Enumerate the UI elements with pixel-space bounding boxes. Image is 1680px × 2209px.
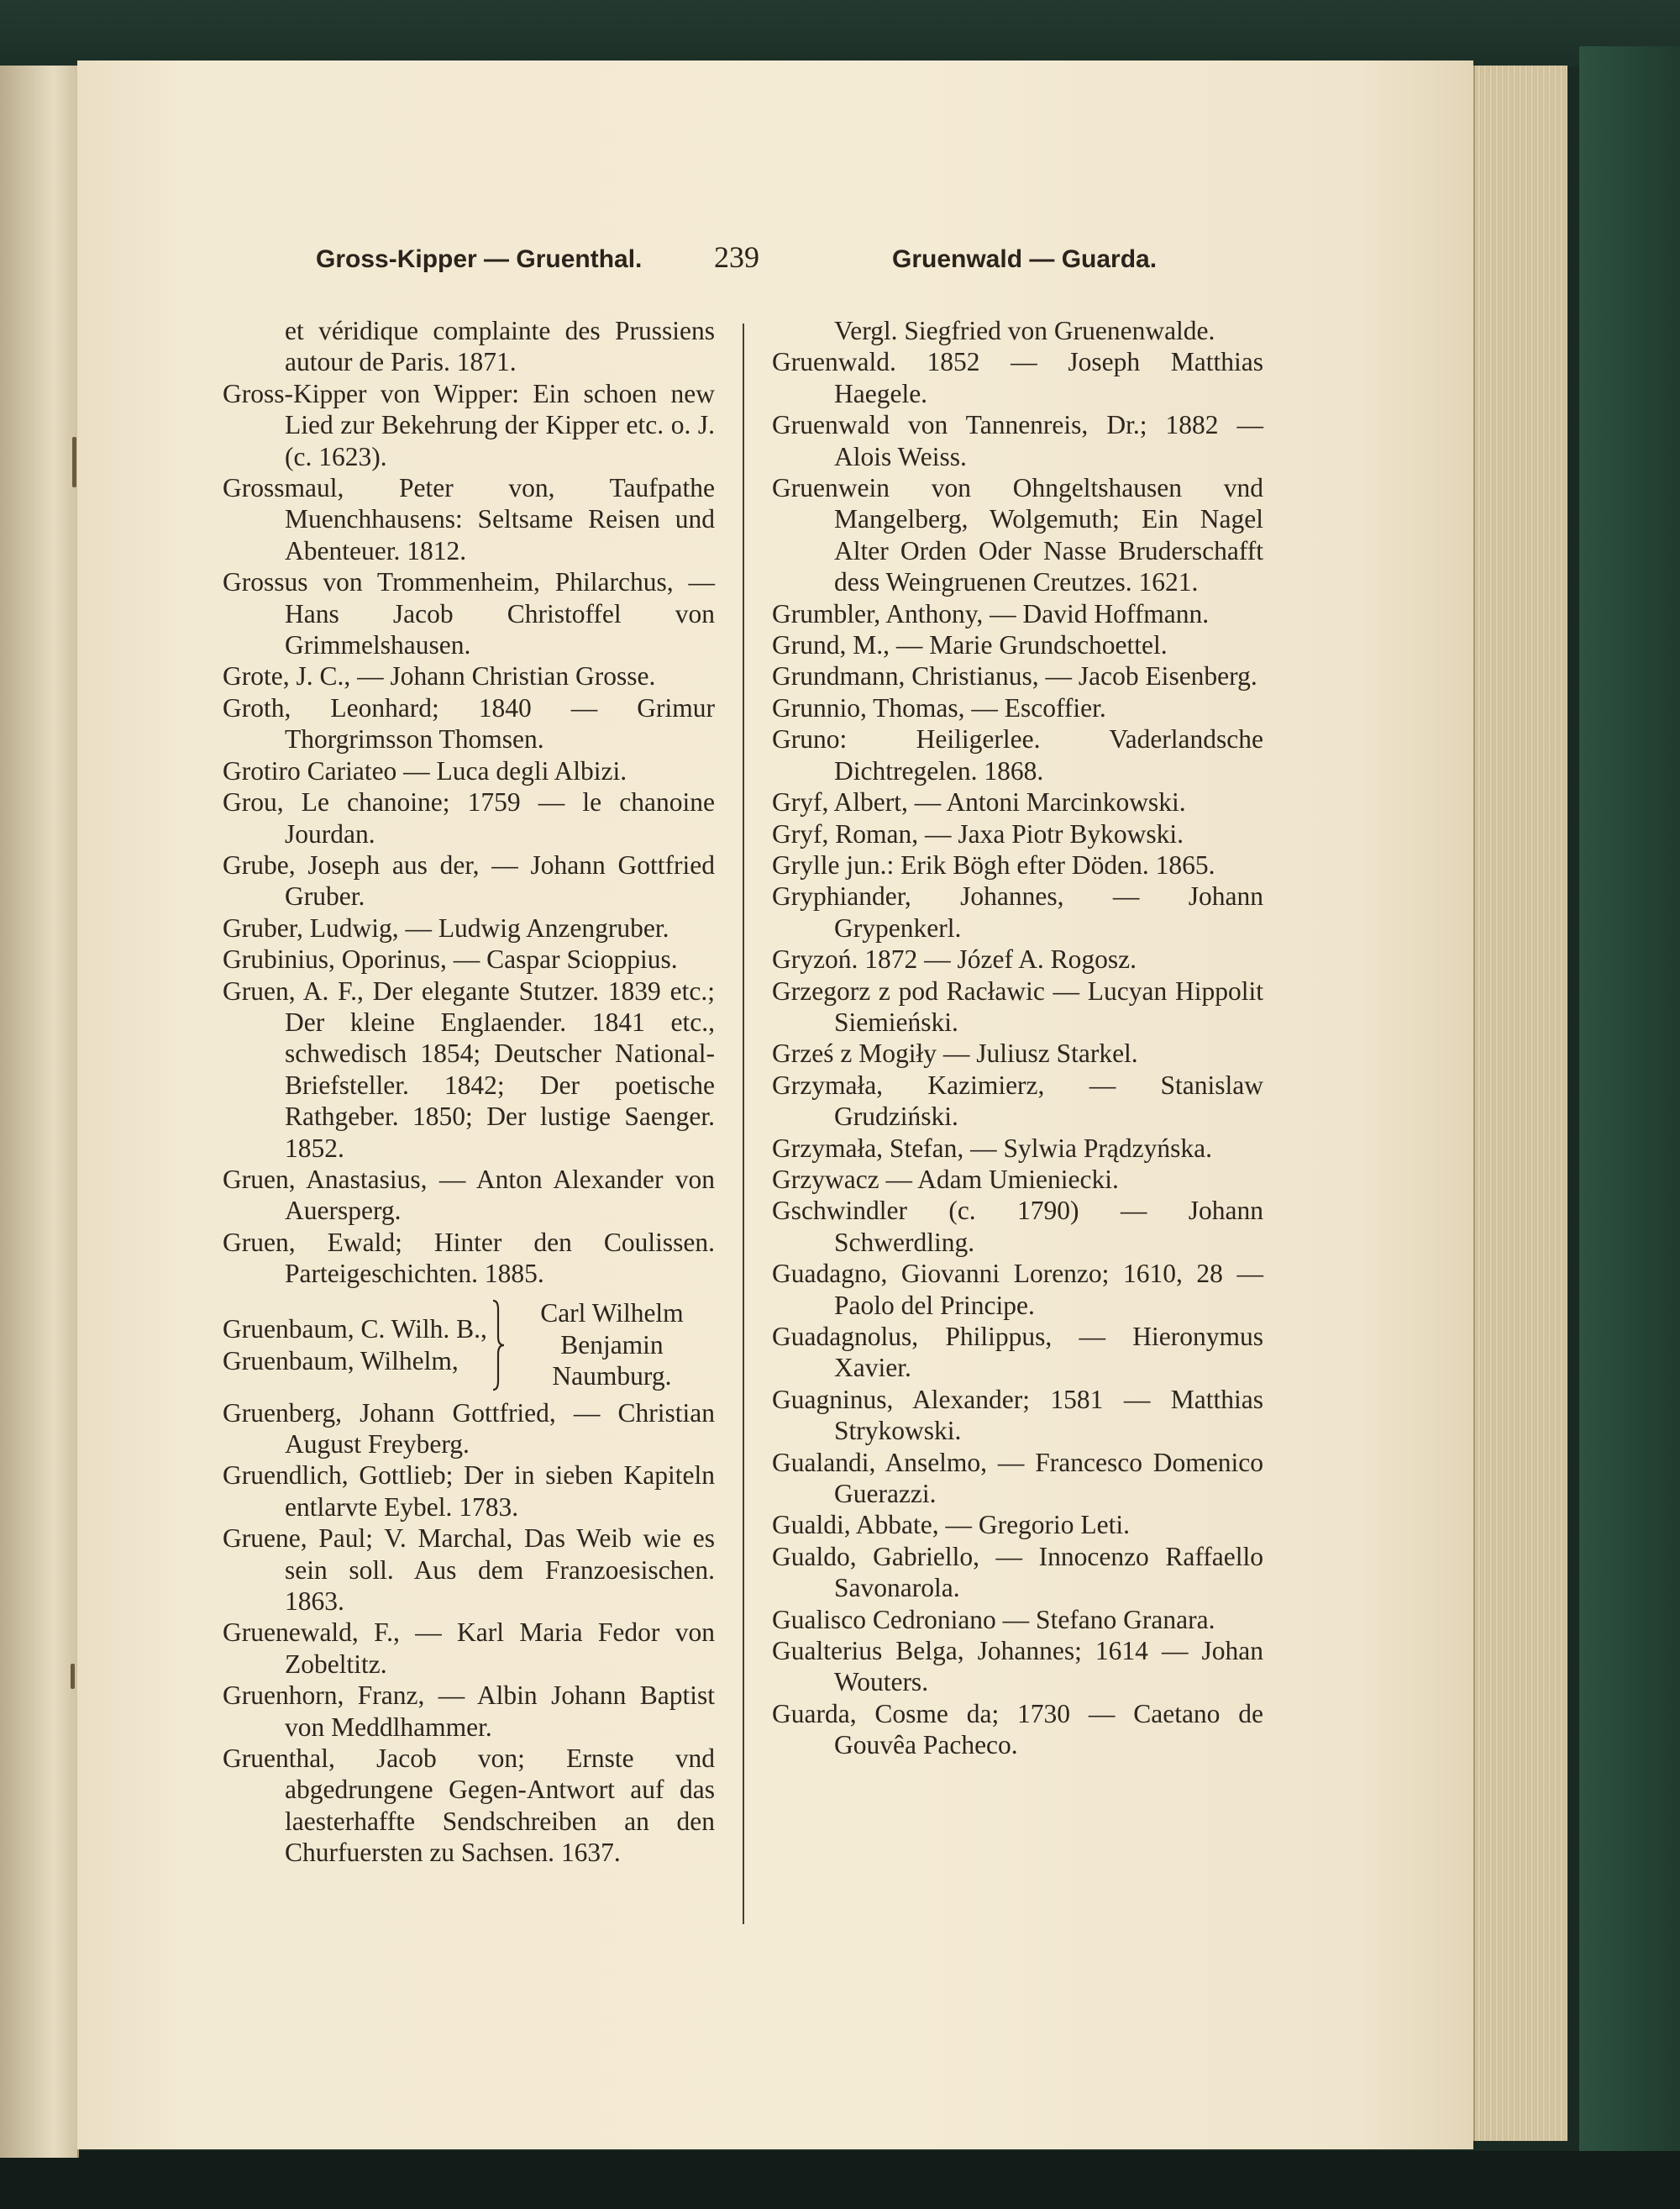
brace-name: Gruenbaum, Wilhelm, bbox=[223, 1345, 459, 1375]
binding-thread-mark bbox=[71, 1664, 75, 1689]
index-entry: Gryf, Albert, — Antoni Marcinkowski. bbox=[772, 787, 1186, 818]
index-entry: Guadagno, Giovanni Lorenzo; 1610, 28 — Paolo del Principe. bbox=[772, 1259, 1263, 1320]
index-entry: Vergl. Siegfried von Gruenenwalde. bbox=[834, 316, 1215, 345]
index-entry: Grzymała, Stefan, — Sylwia Prądzyńska. bbox=[772, 1133, 1212, 1163]
index-entry: Gryf, Roman, — Jaxa Piotr Bykowski. bbox=[772, 818, 1184, 849]
index-entry: Gruenwald. 1852 — Joseph Matthias Haegele. bbox=[772, 347, 1263, 408]
index-entry: et véridique complainte des Prussiens autour de Paris. 1871. bbox=[285, 316, 715, 377]
right-column bbox=[772, 315, 1263, 1761]
index-entry: Gryphiander, Johannes, — Johann Grypenkerl. bbox=[772, 881, 1263, 943]
index-entry: Grzegorz z pod Racławic — Lucyan Hippolit Siemieński. bbox=[772, 976, 1263, 1037]
brace-names bbox=[223, 1313, 487, 1376]
previous-page-edge bbox=[0, 66, 79, 2158]
index-entry: Gruenhorn, Franz, — Albin Johann Baptist von Meddlhammer. bbox=[223, 1680, 715, 1742]
index-entry: Gruber, Ludwig, — Ludwig Anzengruber. bbox=[223, 913, 669, 943]
index-entry: Grunnio, Thomas, — Escoffier. bbox=[772, 692, 1106, 723]
index-entry: Grzymała, Kazimierz, — Stanislaw Grudziński. bbox=[772, 1070, 1263, 1132]
index-entry: Grote, J. C., — Johann Christian Grosse. bbox=[223, 661, 656, 692]
index-entry: Gualisco Cedroniano — Stefano Granara. bbox=[772, 1604, 1215, 1634]
index-entry: Grubinius, Oporinus, — Caspar Scioppius. bbox=[223, 944, 678, 975]
brace-target-line: Naumburg. bbox=[552, 1361, 672, 1391]
index-entry: Guarda, Cosme da; 1730 — Caetano de Gouvêa Pacheco. bbox=[772, 1698, 1263, 1760]
page-stack-edges bbox=[1473, 66, 1567, 2141]
book-cover-top bbox=[0, 0, 1680, 67]
book-cover-bottom bbox=[0, 2151, 1680, 2209]
index-entry: Guadagnolus, Philippus, — Hieronymus Xavier. bbox=[772, 1322, 1263, 1383]
running-head-left: Gross-Kipper — Gruenthal. bbox=[316, 245, 643, 273]
right-entries bbox=[772, 315, 1263, 1761]
brace-target bbox=[509, 1297, 715, 1391]
index-entry: Gschwindler (c. 1790) — Johann Schwerdling. bbox=[772, 1196, 1263, 1257]
index-entry: Gruno: Heiligerlee. Vaderlandsche Dichtregelen. 1868. bbox=[772, 724, 1263, 786]
index-entry: Gruenewald, F., — Karl Maria Fedor von Zobeltitz. bbox=[223, 1617, 715, 1679]
index-entry: Groth, Leonhard; 1840 — Grimur Thorgrimsson Thomsen. bbox=[223, 692, 715, 755]
brace-group bbox=[223, 1298, 715, 1392]
index-entry: Gryzoń. 1872 — Józef A. Rogosz. bbox=[772, 944, 1137, 975]
index-entry: Gruendlich, Gottlieb; Der in sieben Kapiteln entlarvte Eybel. 1783. bbox=[223, 1460, 715, 1522]
index-entry: Gruenberg, Johann Gottfried, — Christian August Freyberg. bbox=[223, 1397, 715, 1459]
index-entry: Grossus von Trommenheim, Philarchus, — Hans Jacob Christoffel von Grimmelshausen. bbox=[223, 567, 715, 660]
index-entry: Gualdo, Gabriello, — Innocenzo Raffaello Savonarola. bbox=[772, 1541, 1263, 1603]
index-entry: Gross-Kipper von Wipper: Ein schoen new Lied zur Bekehrung der Kipper etc. o. J. (c. 1623). bbox=[223, 378, 715, 471]
index-entry: Gualterius Belga, Johannes; 1614 — Johan Wouters. bbox=[772, 1636, 1263, 1697]
brace-name: Gruenbaum, C. Wilh. B., bbox=[223, 1314, 487, 1344]
running-head-right: Gruenwald — Guarda. bbox=[892, 245, 1158, 273]
page-number: 239 bbox=[714, 240, 759, 274]
left-column bbox=[223, 315, 715, 1869]
column-divider bbox=[743, 323, 744, 1924]
index-entry: Guagninus, Alexander; 1581 — Matthias Strykowski. bbox=[772, 1384, 1263, 1446]
index-entry: Grossmaul, Peter von, Taufpathe Muenchhausens: Seltsame Reisen und Abenteuer. 1812. bbox=[223, 473, 715, 565]
brace-target-line: Carl Wilhelm bbox=[540, 1298, 684, 1328]
index-entry: Gruen, A. F., Der elegante Stutzer. 1839 etc.; Der kleine Englaender. 1841 etc., schwedisch 1854; Deutscher National-Briefsteller. 1842; Der poetische Rathgeber. 1850; Der lustige Saenger. 1852. bbox=[223, 976, 715, 1163]
index-entry: Gruene, Paul; V. Marchal, Das Weib wie es sein soll. Aus dem Franzoesischen. 1863. bbox=[223, 1523, 715, 1617]
index-entry: Gruen, Ewald; Hinter den Coulissen. Parteigeschichten. 1885. bbox=[223, 1227, 715, 1289]
index-entry: Gruenwald von Tannenreis, Dr.; 1882 — Alois Weiss. bbox=[772, 410, 1263, 471]
index-entry: Grund, M., — Marie Grundschoettel. bbox=[772, 630, 1168, 660]
brace-target-line: Benjamin bbox=[560, 1329, 664, 1360]
left-entries-after bbox=[223, 1397, 715, 1869]
left-entries-before bbox=[223, 315, 715, 1290]
index-entry: Grylle jun.: Erik Bögh efter Döden. 1865. bbox=[772, 849, 1215, 880]
index-entry: Gualdi, Abbate, — Gregorio Leti. bbox=[772, 1510, 1131, 1540]
index-entry: Grześ z Mogiły — Juliusz Starkel. bbox=[772, 1039, 1138, 1069]
book-cover-right bbox=[1579, 46, 1680, 2209]
index-entry: Gualandi, Anselmo, — Francesco Domenico Guerazzi. bbox=[772, 1447, 1263, 1509]
index-entry: Grzywacz — Adam Umieniecki. bbox=[772, 1164, 1119, 1194]
index-entry: Grou, Le chanoine; 1759 — le chanoine Jourdan. bbox=[223, 787, 715, 849]
index-entry: Grube, Joseph aus der, — Johann Gottfried Gruber. bbox=[223, 849, 715, 912]
index-entry: Gruenthal, Jacob von; Ernste vnd abgedrungene Gegen-Antwort auf das laesterhaffte Sendschreiben an den Churfuersten zu Sachsen. 1637. bbox=[223, 1744, 715, 1868]
curly-brace-icon bbox=[491, 1299, 506, 1391]
index-entry: Grumbler, Anthony, — David Hoffmann. bbox=[772, 598, 1210, 629]
index-entry: Grotiro Cariateo — Luca degli Albizi. bbox=[223, 755, 627, 786]
binding-thread-mark bbox=[72, 437, 76, 487]
index-entry: Grundmann, Christianus, — Jacob Eisenberg. bbox=[772, 661, 1257, 692]
index-entry: Gruen, Anastasius, — Anton Alexander von Auersperg. bbox=[223, 1164, 715, 1226]
index-entry: Gruenwein von Ohngeltshausen vnd Mangelberg, Wolgemuth; Ein Nagel Alter Orden Oder Nasse Bruderschafft dess Weingruenen Creutzes. 1621. bbox=[772, 473, 1263, 597]
